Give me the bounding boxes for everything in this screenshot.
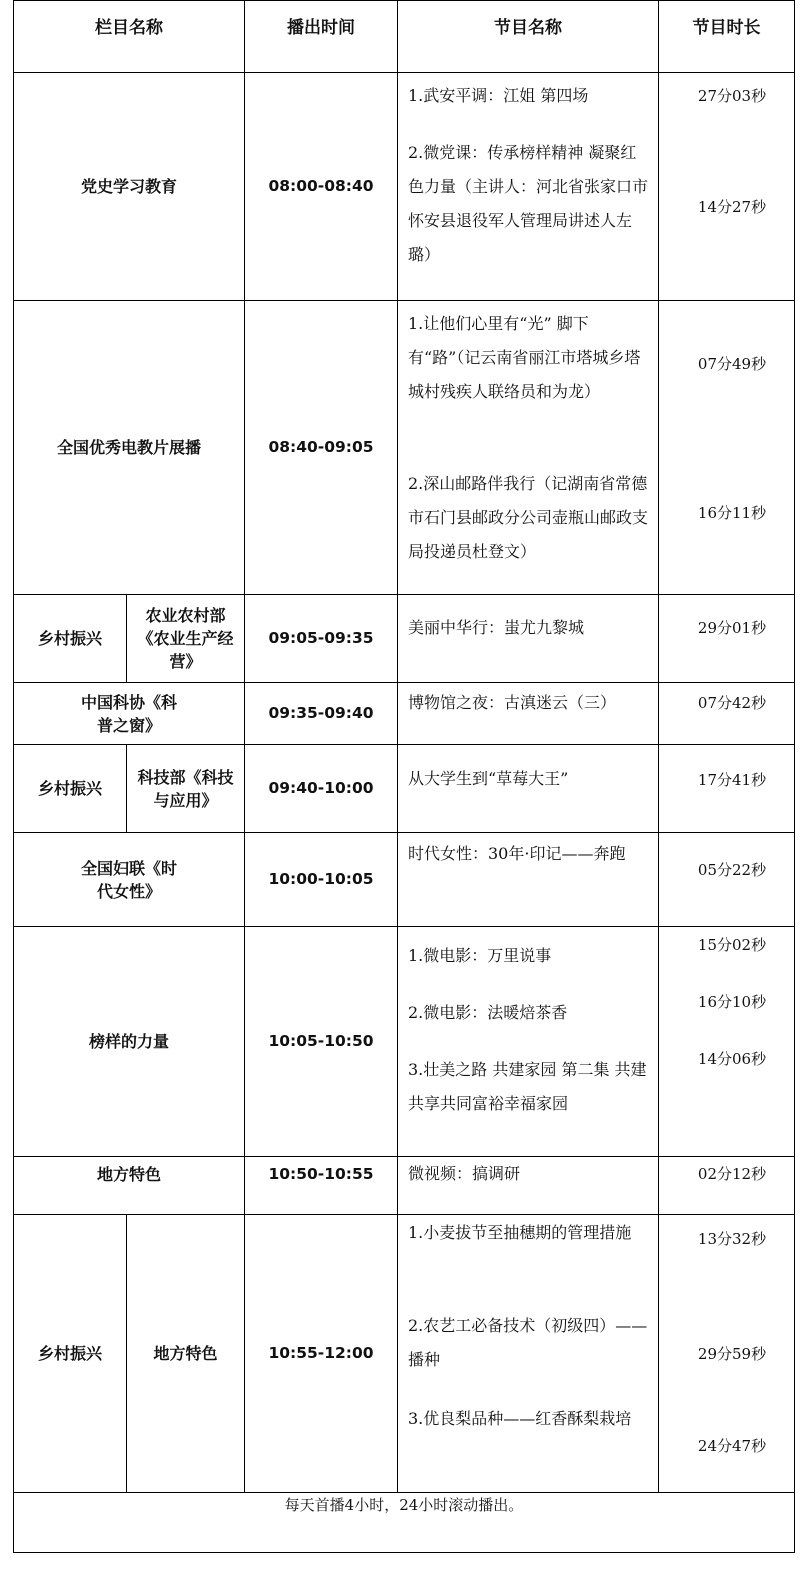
air-time: 08:40-09:05 — [268, 438, 374, 456]
header-column-name: 栏目名称 — [95, 18, 163, 38]
air-time: 10:05-10:50 — [268, 1032, 374, 1050]
program-duration: 13分32秒 — [697, 1230, 767, 1248]
program-name: 2.微党课：传承榜样精神 凝聚红色力量（主讲人：河北省张家口市怀安县退役军人管理局讲述人左璐） — [408, 143, 649, 264]
program-duration: 15分02秒 — [697, 936, 767, 954]
column-name: 全国妇联《时代女性》 — [80, 858, 177, 901]
program-duration: 07分49秒 — [697, 355, 767, 373]
program-duration: 16分10秒 — [697, 993, 767, 1011]
program-duration: 14分06秒 — [697, 1050, 767, 1068]
program-duration: 24分47秒 — [697, 1437, 767, 1455]
table-rule — [13, 1552, 794, 1553]
column-subname: 科技部《科技与应用》 — [137, 767, 234, 810]
column-name: 乡村振兴 — [37, 629, 102, 648]
program-name: 1.武安平调：江姐 第四场 — [408, 86, 589, 105]
air-time: 10:55-12:00 — [268, 1344, 374, 1362]
program-name: 1.微电影：万里说事 — [408, 946, 552, 965]
program-name: 2.微电影：法暖焙茶香 — [408, 1003, 568, 1022]
table-rule — [658, 0, 659, 1492]
program-name: 博物馆之夜：古滇迷云（三） — [408, 693, 617, 712]
program-duration: 14分27秒 — [697, 198, 767, 216]
program-name: 1.小麦拔节至抽穗期的管理措施 — [408, 1223, 632, 1242]
column-subname: 地方特色 — [153, 1344, 218, 1363]
table-rule — [397, 0, 398, 1492]
program-duration: 16分11秒 — [697, 504, 767, 522]
program-name: 2.深山邮路伴我行（记湖南省常德市石门县邮政分公司壶瓶山邮政支局投递员杜登文） — [408, 474, 649, 561]
program-name: 1.让他们心里有“光” 脚下有“路”（记云南省丽江市塔城乡塔城村残疾人联络员和为龙） — [408, 314, 641, 401]
column-name: 全国优秀电教片展播 — [56, 438, 201, 457]
air-time: 08:00-08:40 — [268, 177, 374, 195]
air-time: 09:40-10:00 — [268, 779, 374, 797]
header-air-time: 播出时间 — [287, 18, 355, 38]
air-time: 10:00-10:05 — [268, 870, 374, 888]
program-name: 微视频：搞调研 — [408, 1164, 521, 1183]
column-name: 榜样的力量 — [88, 1032, 169, 1051]
column-name: 乡村振兴 — [37, 779, 102, 798]
header-duration: 节目时长 — [692, 18, 761, 38]
program-duration: 07分42秒 — [697, 694, 767, 712]
program-duration: 17分41秒 — [697, 771, 767, 789]
program-name: 美丽中华行：蚩尤九黎城 — [408, 618, 585, 637]
program-name: 时代女性：30年·印记——奔跑 — [408, 844, 626, 863]
column-name: 地方特色 — [96, 1165, 161, 1184]
footer-note: 每天首播4小时，24小时滚动播出。 — [284, 1496, 524, 1514]
air-time: 09:35-09:40 — [268, 704, 374, 722]
air-time: 09:05-09:35 — [268, 629, 374, 647]
column-subname: 农业农村部《农业生产经营》 — [137, 606, 234, 671]
program-duration: 29分01秒 — [697, 619, 767, 637]
program-duration: 05分22秒 — [697, 861, 767, 879]
program-duration: 29分59秒 — [697, 1345, 767, 1363]
program-name: 从大学生到“草莓大王” — [408, 769, 569, 788]
column-name: 党史学习教育 — [80, 177, 177, 196]
program-name: 3.壮美之路 共建家园 第二集 共建共享共同富裕幸福家园 — [408, 1060, 647, 1113]
header-program-name: 节目名称 — [494, 18, 562, 38]
column-name: 中国科协《科普之窗》 — [80, 692, 177, 735]
program-duration: 27分03秒 — [697, 87, 767, 105]
program-name: 3.优良梨品种——红香酥梨栽培 — [408, 1409, 632, 1428]
column-name: 乡村振兴 — [37, 1344, 102, 1363]
program-duration: 02分12秒 — [697, 1165, 767, 1183]
air-time: 10:50-10:55 — [268, 1165, 374, 1183]
program-name: 2.农艺工必备技术（初级四）——播种 — [408, 1316, 648, 1369]
